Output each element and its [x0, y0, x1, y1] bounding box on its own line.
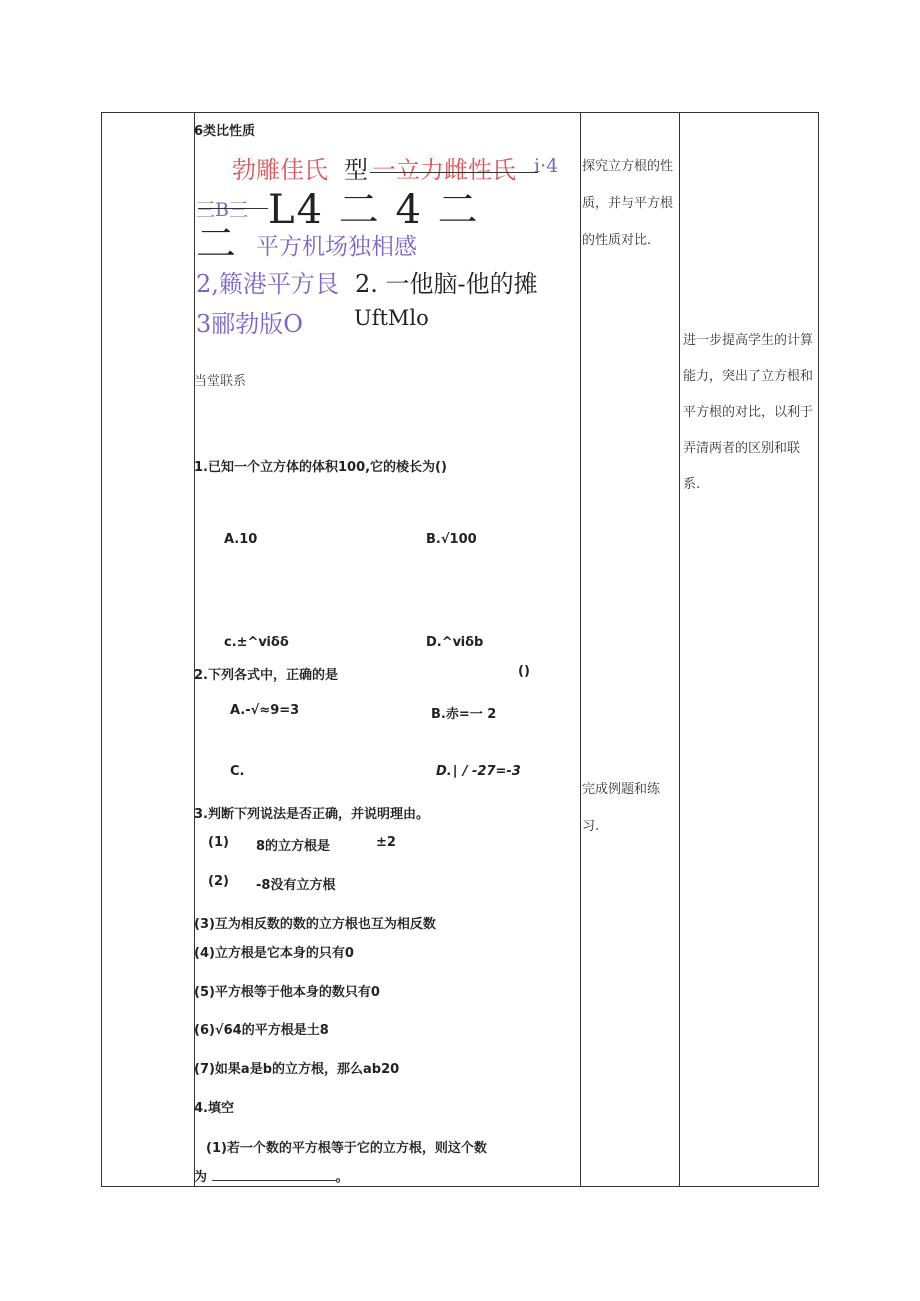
garbled-line-1-red2: 一立力雌性氏 [372, 156, 516, 184]
q3-line-5: (5)平方根等于他本身的数只有0 [194, 985, 380, 1000]
strike-line-1 [370, 172, 538, 173]
q2-paren: () [518, 664, 530, 679]
q4-stem: 4.填空 [194, 1101, 234, 1116]
q1-stem: 1.已知一个立方体的体积100,它的棱长为() [194, 460, 447, 475]
q2-option-d: D.∣ / -27=-3 [436, 764, 521, 779]
practice-heading: 当堂联系 [194, 374, 247, 389]
q4-line-2-suffix: 。 [335, 1170, 349, 1185]
q3-item-2-text: -8没有立方根 [256, 878, 336, 893]
column-divider-2 [580, 113, 581, 1186]
q1-option-d: D.^ⅵδb [426, 635, 484, 650]
q3-stem: 3.判断下列说法是否正确，并说明理由。 [194, 807, 429, 822]
garbled-line-2-big: L4 二 4 二 [268, 187, 480, 233]
q3-line-6: (6)√64的平方根是土8 [194, 1023, 329, 1038]
q2-option-c: C. [230, 764, 245, 779]
q2-stem: 2.下列各式中，正确的是 [194, 668, 338, 683]
q1-option-c: c.±^ⅵδδ [224, 635, 289, 650]
garbled-line-5-black: UftMlo [354, 306, 429, 330]
q2-option-a: A.-√≈9=3 [230, 703, 300, 718]
q3-line-3: (3)互为相反数的数的立方根也互为相反数 [194, 917, 436, 932]
q4-line-1: (1)若一个数的平方根等于它的立方根，则这个数 [206, 1141, 487, 1156]
q4-line-2 [194, 1166, 349, 1185]
q1-option-a: A.10 [224, 532, 258, 547]
strike-line-2 [198, 208, 268, 209]
q3-item-1-text: 8的立方根是 [256, 839, 331, 854]
q2-option-b: B.赤=一 2 [431, 707, 497, 722]
q3-line-7: (7)如果a是b的立方根，那么ab20 [194, 1062, 400, 1077]
garbled-line-5-purple: 3郦勃版O [196, 310, 303, 338]
q3-item-2-num: (2) [208, 874, 229, 889]
q4-line-2-prefix: 为 [194, 1170, 208, 1185]
garbled-line-3-big: 二 [196, 221, 236, 267]
q3-line-4: (4)立方根是它本身的只有0 [194, 946, 354, 961]
q3-item-1-tail: ±2 [376, 835, 396, 850]
garbled-line-4-purple: 2,籁港平方艮 [196, 270, 339, 298]
section-title: 6类比性质 [194, 124, 256, 139]
column-divider-3 [679, 113, 680, 1186]
col3-note-2: 完成例题和练习. [582, 782, 661, 834]
garbled-line-1-red: 勃雕佳氏 [232, 156, 328, 184]
q3-item-1-num: (1) [208, 835, 229, 850]
col4-note: 进一步提高学生的计算能力，突出了立方根和平方根的对比，以利于弄清两者的区别和联系. [683, 333, 814, 492]
fill-in-blank[interactable] [212, 1168, 336, 1181]
col3-note-1: 探究立方根的性质，并与平方根的性质对比. [582, 159, 674, 248]
garbled-line-3-purple: 平方机场独相感 [256, 234, 417, 260]
garbled-line-4-black: 2. 一他脑-他的摊 [355, 270, 538, 298]
garbled-line-2-small: 三B三 [196, 199, 248, 221]
garbled-line-1-tail: i·4 [534, 155, 559, 177]
q1-option-b: B.√100 [426, 532, 477, 547]
garbled-line-1-mid: 型 [344, 156, 368, 184]
